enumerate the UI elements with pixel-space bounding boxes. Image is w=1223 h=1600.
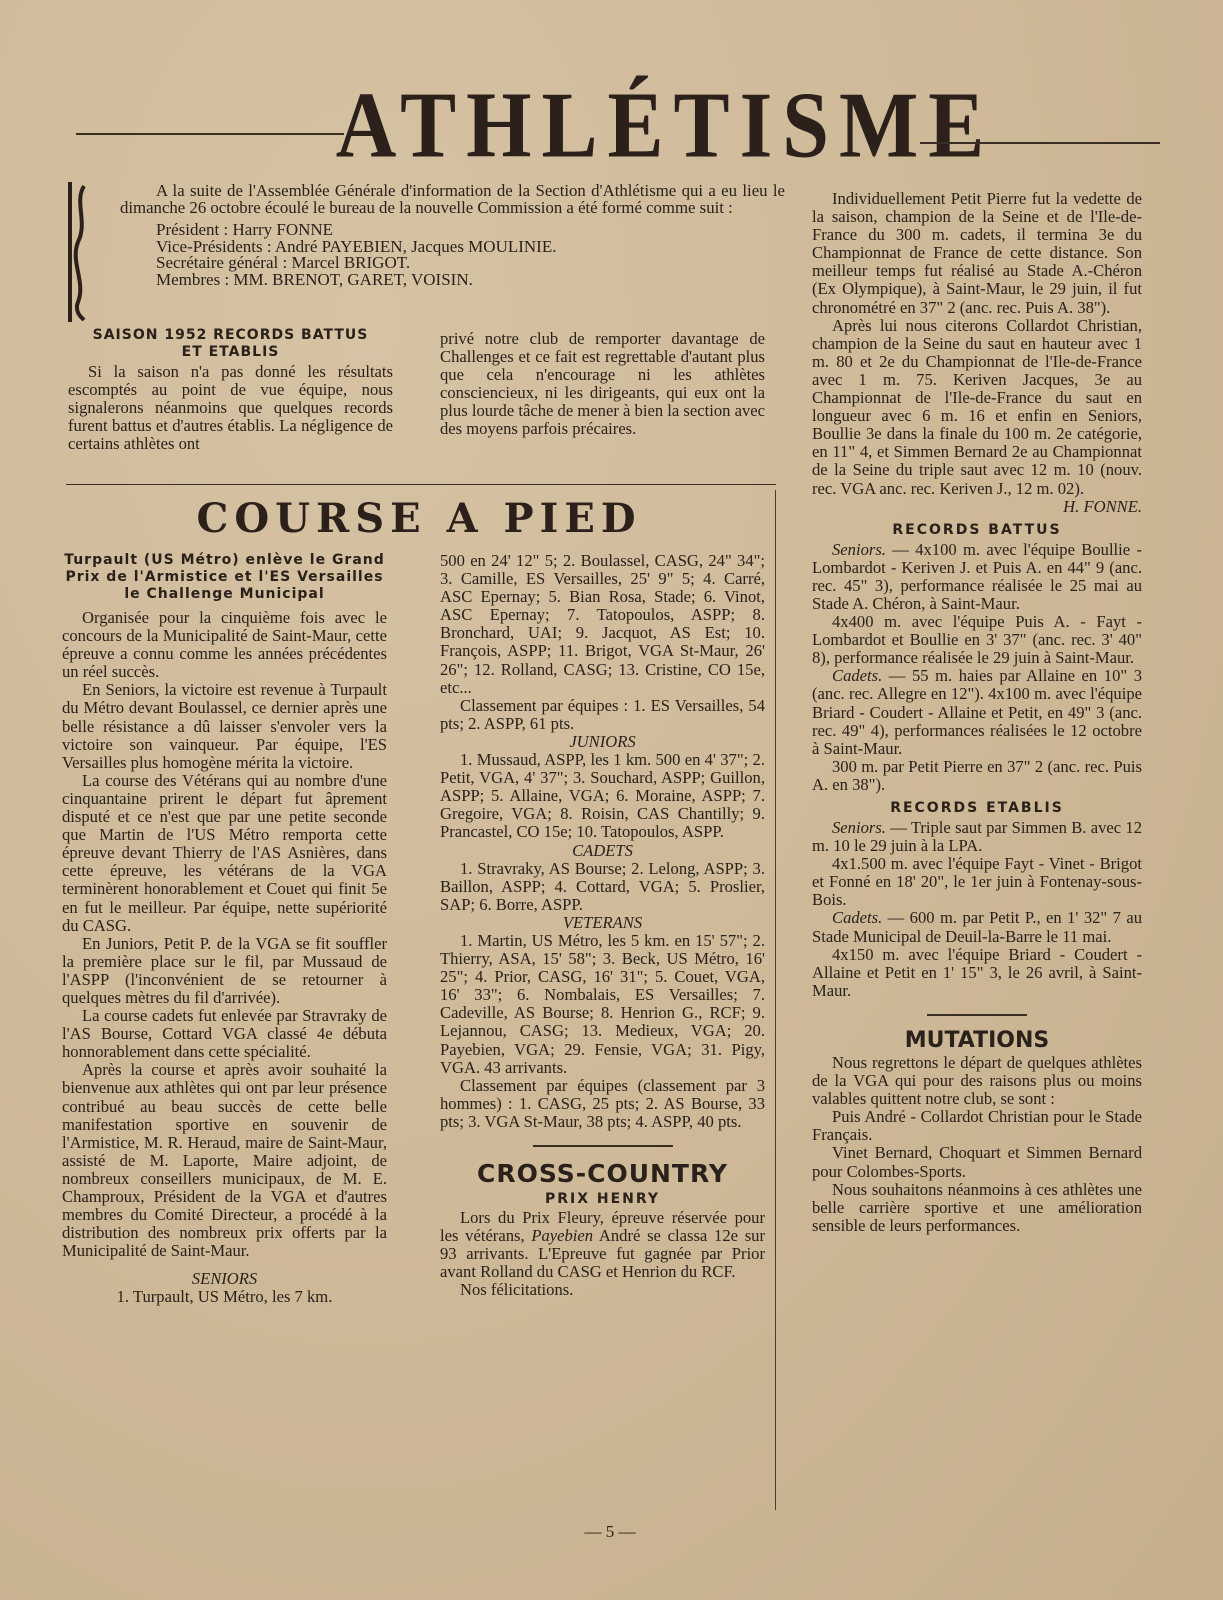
intro-paragraph: A la suite de l'Assemblée Générale d'information de la Section d'Athlétisme qui a eu lieu le dimanche 26 octobre écoulé le bureau de la nouvelle Commission a été formé comme suit : — [120, 181, 785, 217]
mutations-paragraph: Puis André - Collardot Christian pour le Stade Français. — [812, 1107, 1142, 1145]
course-paragraph: En Juniors, Petit P. de la VGA se fit souffler la première place sur le fil, par Mussaud de l'ASPP (l'inconvénient de se retourner à quelques mètres du fil d'arrivée). — [62, 933, 387, 1007]
cadets-results: 1. Stravraky, AS Bourse; 2. Lelong, ASPP; 3. Baillon, ASPP; 4. Cottard, VGA; 5. Proslier, SAP; 6. Borre, ASPP. — [440, 858, 765, 914]
prix-henry-heading: PRIX HENRY — [544, 1191, 661, 1207]
mutations-title: MUTATIONS — [904, 1027, 1050, 1053]
right-column — [812, 190, 1142, 1235]
mutations-divider — [927, 1014, 1027, 1016]
author-signature: H. FONNE. — [1063, 496, 1142, 516]
saison-text-right: privé notre club de remporter davantage de Challenges et ce fait est regrettable d'autant plus que cela n'encourage ni les athlètes consciencieux, ni les dirigeants, qui eux ont la plus lourde tâche de mener à bien la section avec des moyens parfois précaires. — [440, 329, 765, 439]
mutations-paragraph: Nous regrettons le départ de quelques athlètes de la VGA qui pour des raisons plus ou moins valables quittent notre club, se sont : — [812, 1052, 1142, 1109]
cross-divider — [533, 1145, 673, 1147]
officer-members: Membres : MM. BRENOT, GARET, VOISIN. — [156, 269, 473, 289]
juniors-results: 1. Mussaud, ASPP, les 1 km. 500 en 4' 37"; 2. Petit, VGA, 4' 37"; 3. Souchard, ASPP; Guillon, ASPP; 5. Allaine, VGA; 6. Moraine, ASPP; 7. Gregoire, VGA; 8. Roisin, CAS Chantilly; 9. Prancastel, CO 15e; 10. Tatopoulos, ASPP. — [440, 750, 765, 842]
mutations-paragraph: Nous souhaitons néanmoins à ces athlètes une belle carrière sportive et une amélioration sensible de leurs performances. — [812, 1179, 1142, 1235]
record-item: 4x400 m. avec l'équipe Puis A. - Fayt - Lombardot et Boullie en 3' 37" (anc. rec. 3' 40" 8), performance réalisée le 29 juin à Saint-Maur. — [812, 612, 1142, 668]
column-divider — [775, 490, 776, 1510]
record-item: Seniors. — 4x100 m. avec l'équipe Boullie - Lombardot - Keriven J. et Puis A. en 44" 9 (anc. rec. 45" 3), performance réalisée le 25 mai au Stade A. Chéron, à Saint-Maur. — [812, 539, 1142, 613]
veterans-results: 1. Martin, US Métro, les 5 km. en 15' 57"; 2. Thierry, ASA, 15' 58"; 3. Beck, US Métro, 16' 25"; 4. Prior, CASG, 16' 31"; 5. Couet, VGA, 16' 33"; 6. Nombalais, ES Versailles; 7. Cadeville, AS Bourse; 8. Henrion G., RCF; 9. Lejannou, CASG; 13. Medieux, VGA; 20. Payebien, VGA; 29. Fensie, VGA; 31. Pigy, VGA. 43 arrivants. — [440, 930, 765, 1077]
masthead-rule-right — [920, 142, 1160, 144]
course-paragraph: La course cadets fut enlevée par Stravraky de l'AS Bourse, Cottard VGA classé 4e débuta honnorablement dans cette spécialité. — [62, 1006, 387, 1062]
mutations-paragraph: Vinet Bernard, Choquart et Simmen Bernard pour Colombes-Sports. — [812, 1143, 1142, 1181]
record-item: Cadets. — 55 m. haies par Allaine en 10" 3 (anc. rec. Allegre en 12"). 4x100 m. avec l'équipe Briard - Coudert - Allaine et Petit, en 49" 3 (anc. rec. 49" 4), performances réalisées le 12 octobre à Saint-Maur. — [812, 666, 1142, 758]
officer-vice-presidents: Vice-Présidents : André PAYEBIEN, Jacques MOULINIE. — [156, 236, 557, 256]
records-etablis-heading: RECORDS ETABLIS — [890, 800, 1064, 816]
cadets-label: CADETS — [572, 840, 633, 860]
veterans-label: VETERANS — [562, 912, 643, 932]
page-title: ATHLÉTISME — [335, 73, 995, 178]
course-paragraph: Après la course et après avoir souhaité la bienvenue aux athlètes qui ont par leur présence contribué au beau succès de cette belle manifestation sportive en souvenir de l'Armistice, M. R. Heraud, maire de Saint-Maur, assisté de M. Laporte, Maire adjoint, de nombreux conseillers municipaux, de M. E. Champroux, Président de la VGA et d'autres membres du Comité Directeur, a procédé à la distribution des nombreux prix offerts par la Municipalité de Saint-Maur. — [62, 1060, 387, 1261]
individual-paragraph: Après lui nous citerons Collardot Christian, champion de la Seine du saut en hauteur avec 1 m. 80 et 2e du Championnat de l'Ile-de-France avec 1 m. 75. Keriven Jacques, 3e au Championnat de l'Ile-de-France du saut en longueur avec 6 m. 16 et enfin en Seniors, Boullie 3e dans la finale du 100 m. 2e catégorie, en 11" 4, et Simmen Bernard 2e au Championnat de la Seine du triple saut avec 12 m. 10 (nouv. rec. VGA anc. rec. Keriven J., 12 m. 02). H. FONNE. — [812, 315, 1142, 516]
intro-block — [120, 182, 785, 288]
course-column-2 — [440, 552, 765, 1299]
athlete-name: Payebien — [531, 1226, 594, 1246]
officers-list — [120, 222, 785, 288]
seniors-results: 500 en 24' 12" 5; 2. Boulassel, CASG, 24" 34"; 3. Camille, ES Versailles, 25' 9" 5; 4. Carré, ASC Epernay; 5. Bian Rosa, Stade; 6. Vinot, ASC Epernay; 7. Tatopoulos, ASPP; 8. Bronchard, UAI; 9. Jacquot, AS Est; 10. François, ASPP; 11. Brigot, VGA St-Maur, 26' 26"; 12. Rolland, CASG; 13. Cristine, CO 15e, etc... — [440, 551, 765, 697]
course-paragraph: La course des Vétérans qui au nombre d'une cinquantaine prirent le départ fut âprement disputé et ce n'est que par une petite seconde que Martin de l'US Métro remporta cette épreuve devant Thierry de l'AS Asnières, dans cette épreuve, les vétérans de la VGA terminèrent honorablement et Couet qui finit 5e en fut le meilleur. Par équipe, nette supériorité du CASG. — [62, 770, 387, 935]
page-number: — 5 — — [584, 1522, 636, 1541]
seniors-label: SENIORS — [191, 1269, 258, 1289]
saison-section-right — [440, 330, 765, 439]
saison-section-left — [68, 327, 393, 453]
record-item: 300 m. par Petit Pierre en 37" 2 (anc. rec. Puis A. en 38"). — [812, 756, 1142, 794]
record-item: 4x150 m. avec l'équipe Briard - Coudert - Allaine et Petit en 1' 15" 3, le 26 avril, à Saint-Maur. — [812, 944, 1142, 1000]
cross-country-text: Lors du Prix Fleury, épreuve réservée pour les vétérans, Payebien André se classa 12e sur 93 arrivants. L'Epreuve fut gagnée par Prior avant Rolland du CASG et Henrion du RCF. — [440, 1208, 765, 1282]
cross-country-title: CROSS-COUNTRY — [477, 1159, 728, 1188]
masthead — [70, 73, 1160, 178]
section-divider — [66, 484, 776, 485]
decorative-bracket-icon — [68, 182, 90, 322]
veterans-team-ranking: Classement par équipes (classement par 3 hommes) : 1. CASG, 25 pts; 2. AS Bourse, 33 pts; 3. VGA St-Maur, 38 pts; 4. ASPP, 40 pts. — [440, 1075, 765, 1131]
course-subtitle: Turpault (US Métro) enlève le Grand Prix de l'Armistice et l'ES Versailles le Challenge Municipal — [64, 552, 385, 602]
masthead-rule-left — [76, 133, 344, 135]
record-item: 4x1.500 m. avec l'équipe Fayt - Vinet - Brigot et Fonné en 18' 20", le 1er juin à Fontenay-sous-Bois. — [812, 854, 1142, 910]
cross-country-closing: Nos félicitations. — [460, 1280, 574, 1300]
record-item: Seniors. — Triple saut par Simmen B. avec 12 m. 10 le 29 juin à la LPA. — [812, 818, 1142, 856]
officer-secretary: Secrétaire général : Marcel BRIGOT. — [156, 253, 411, 272]
course-column-1 — [62, 552, 387, 1307]
juniors-label: JUNIORS — [569, 731, 636, 751]
record-item: Cadets. — 600 m. par Petit P., en 1' 32" 7 au Stade Municipal de Deuil-la-Barre le 11 mai. — [812, 908, 1142, 946]
saison-text-left: Si la saison n'a pas donné les résultats escomptés au point de vue équipe, nous signalerons néanmoins que quelques records furent battus et d'autres établis. La négligence de certains athlètes ont — [68, 362, 393, 454]
records-battus-heading: RECORDS BATTUS — [892, 521, 1062, 538]
course-paragraph: En Seniors, la victoire est revenue à Turpault du Métro devant Boulassel, ce dernier après une belle résistance a dû laisser s'envoler vers la victoire son vainqueur. Par équipe, l'ES Versailles plus homogène mérita la victoire. — [62, 680, 387, 772]
course-a-pied-title: COURSE A PIED — [196, 495, 642, 542]
seniors-team-ranking: Classement par équipes : 1. ES Versailles, 54 pts; 2. ASPP, 61 pts. — [440, 695, 765, 733]
course-paragraph: Organisée pour la cinquième fois avec le concours de la Municipalité de Saint-Maur, cette épreuve a connu comme les années précédentes un réel succès. — [62, 608, 387, 682]
saison-heading: SAISON 1952 RECORDS BATTUS ET ETABLIS — [92, 327, 369, 360]
seniors-results-start: 1. Turpault, US Métro, les 7 km. — [116, 1287, 333, 1307]
individual-paragraph: Individuellement Petit Pierre fut la vedette de la saison, champion de la Seine et de l'Ile-de-France du 300 m. cadets, il termina 3e du Championnat de France de cette distance. Son meilleur temps fut réalisé au Stade A.-Chéron (Ex Olympique), à Saint-Maur, le 29 juin, il fut chronométré en 37" 2 (anc. rec. Puis A. 38"). — [812, 189, 1142, 317]
officer-president: Président : Harry FONNE — [156, 220, 334, 239]
